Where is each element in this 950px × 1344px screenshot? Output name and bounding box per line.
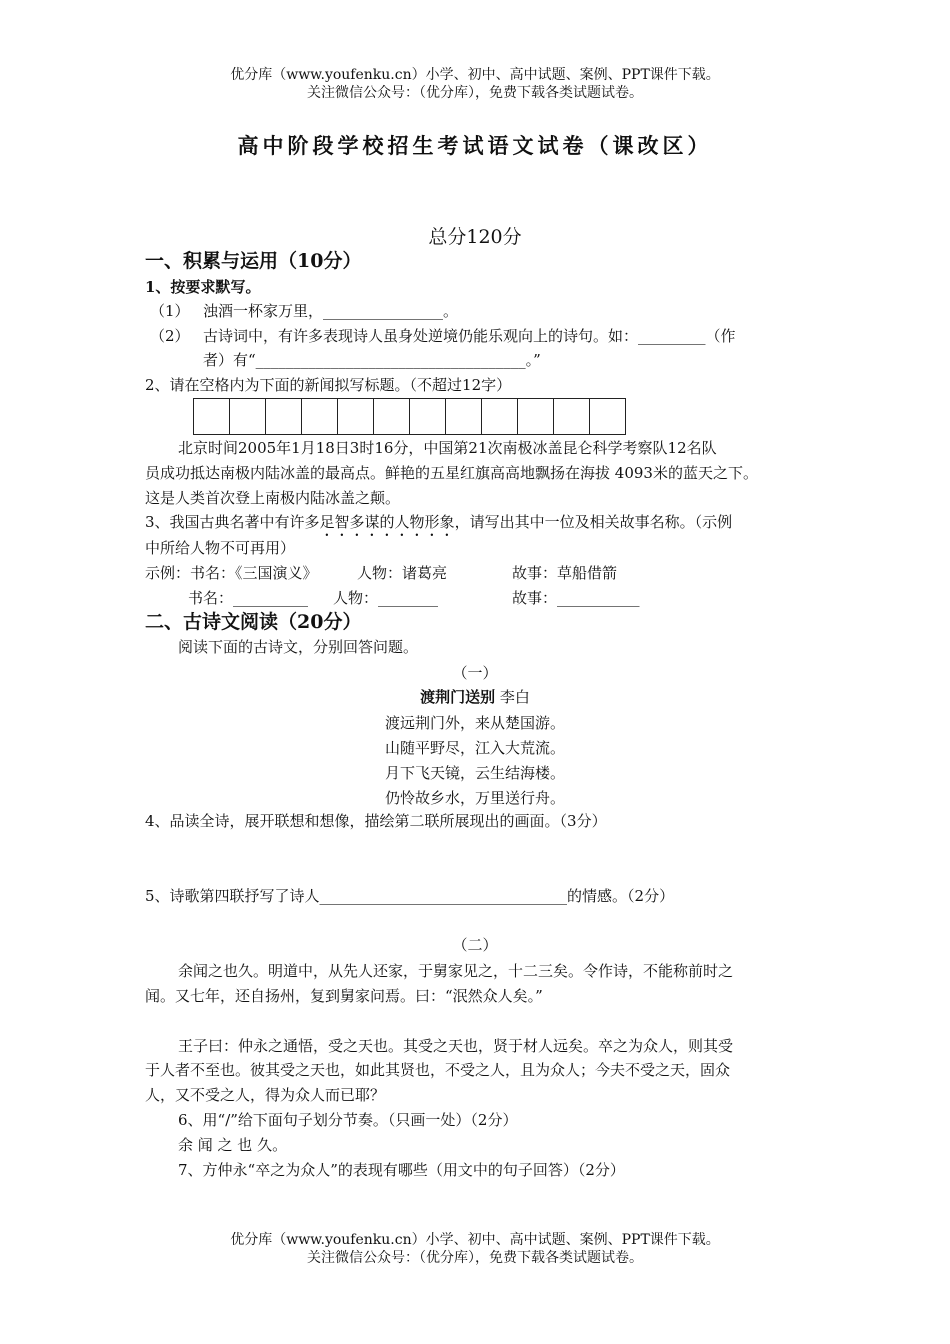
q3-emphasis: 足智多谋的人物形象 [319, 513, 455, 531]
q1-2-num: （2） [150, 327, 190, 345]
answer-grid-cell[interactable] [554, 398, 590, 435]
prose-1-line-1: 余闻之也久。明道中，从先人还家，于舅家见之，十二三矣。令作诗，不能称前时之 [178, 962, 734, 980]
answer-grid-cell[interactable] [410, 398, 446, 435]
q1-2-text-a: 古诗词中，有许多表现诗人虽身处逆境仍能乐观向上的诗句。如：_________（作 [203, 327, 736, 345]
answer-grid-cell[interactable] [590, 398, 626, 435]
footer-line-2: 关注微信公众号：（优分库），免费下载各类试题试卷。 [307, 1250, 643, 1266]
q1-1-text: 浊酒一杯家万里，________________。 [203, 302, 459, 320]
answer-grid-cell[interactable] [266, 398, 302, 435]
answer-grid-cell[interactable] [482, 398, 518, 435]
blank-person[interactable]: 人物：________ [333, 589, 439, 607]
answer-grid-cell[interactable] [446, 398, 482, 435]
page-title: 高中阶段学校招生考试语文试卷（课改区） [237, 133, 713, 158]
answer-grid-cell[interactable] [338, 398, 374, 435]
section-2-heading: 二、古诗文阅读（20分） [145, 611, 362, 633]
poem-line-2: 山随平野尽，江入大荒流。 [384, 739, 565, 757]
header-line-2: 关注微信公众号：（优分库），免费下载各类试题试卷。 [307, 85, 643, 101]
section-1-heading: 一、积累与运用（10分） [145, 250, 362, 272]
q3-text-c: 中所给人物不可再用） [145, 539, 296, 557]
footer-line-1: 优分库（www.youfenku.cn）小学、初中、高中试题、案例、PPT课件下载。 [230, 1232, 720, 1248]
q7: 7、方仲永“卒之为众人”的表现有哪些（用文中的句子回答）（2分） [178, 1161, 625, 1179]
q2-title: 2、请在空格内为下面的新闻拟写标题。（不超过12字） [145, 376, 512, 394]
poem-line-4: 仍怜故乡水，万里送行舟。 [384, 789, 565, 807]
answer-grid-cell[interactable] [194, 398, 230, 435]
answer-grid-cell[interactable] [374, 398, 410, 435]
example-person: 人物：诸葛亮 [357, 564, 448, 582]
poem-heading [0, 686, 950, 708]
blank-book[interactable]: 书名：__________ [188, 589, 309, 607]
example-story: 故事：草船借箭 [512, 564, 618, 582]
q2-news-line-2: 员成功抵达南极内陆冰盖的最高点。鲜艳的五星红旗高高地飘扬在海拔 4093米的蓝天之下。 [145, 464, 758, 482]
q2-news-line-1: 北京时间2005年1月18日3时16分，中国第21次南极冰盖昆仑科学考察队12名队 [178, 439, 717, 457]
answer-grid-cell[interactable] [302, 398, 338, 435]
section-2-intro: 阅读下面的古诗文，分别回答问题。 [178, 638, 419, 656]
total-score: 总分120分 [428, 226, 522, 248]
prose-2-line-2: 于人者不至也。彼其受之天也，如此其贤也，不受之人，且为众人；今夫不受之天，固众 [145, 1061, 731, 1079]
answer-grid-cell[interactable] [230, 398, 266, 435]
header-line-1: 优分库（www.youfenku.cn）小学、初中、高中试题、案例、PPT课件下载。 [230, 67, 720, 83]
q1-title: 1、按要求默写。 [145, 278, 261, 296]
poem-title: 渡荆门送别 [420, 688, 496, 706]
poem-author: 李白 [499, 688, 530, 706]
prose-1-line-2: 闻。又七年，还自扬州，复到舅家问焉。曰：“泯然众人矣。” [145, 987, 543, 1005]
q3-text-b: ，请写出其中一位及相关故事名称。（示例 [454, 513, 733, 531]
poem-line-3: 月下飞天镜，云生结海楼。 [384, 764, 565, 782]
part-1-label: （一） [452, 664, 498, 682]
example-book: 示例：书名：《三国演义》 [145, 564, 318, 582]
blank-story[interactable]: 故事：___________ [512, 589, 640, 607]
prose-2-line-1: 王子曰：仲永之通悟，受之天也。其受之天也，贤于材人远矣。卒之为众人，则其受 [178, 1037, 734, 1055]
poem-line-1: 渡远荆门外，来从楚国游。 [384, 714, 565, 732]
q4: 4、品读全诗，展开联想和想像，描绘第二联所展现出的画面。（3分） [145, 812, 607, 830]
q2-news-line-3: 这是人类首次登上南极内陆冰盖之颠。 [145, 489, 401, 507]
q5: 5、诗歌第四联抒写了诗人_________________________________的情感。（2分） [145, 887, 675, 905]
q6: 6、用“/”给下面句子划分节奏。（只画一处）（2分） [178, 1111, 518, 1129]
part-2-label: （二） [452, 936, 498, 954]
prose-2-line-3: 人，又不受之人，得为众人而已耶？ [145, 1086, 386, 1104]
answer-grid-cell[interactable] [518, 398, 554, 435]
q1-2-text-b: 者）有“____________________________________。” [203, 351, 541, 369]
answer-grid[interactable] [193, 398, 626, 435]
q3-text-a: 3、我国古典名著中有许多 [145, 513, 320, 531]
q6-sentence: 余 闻 之 也 久。 [178, 1136, 288, 1154]
q1-1-num: （1） [150, 302, 190, 320]
q3-prompt [145, 511, 732, 540]
